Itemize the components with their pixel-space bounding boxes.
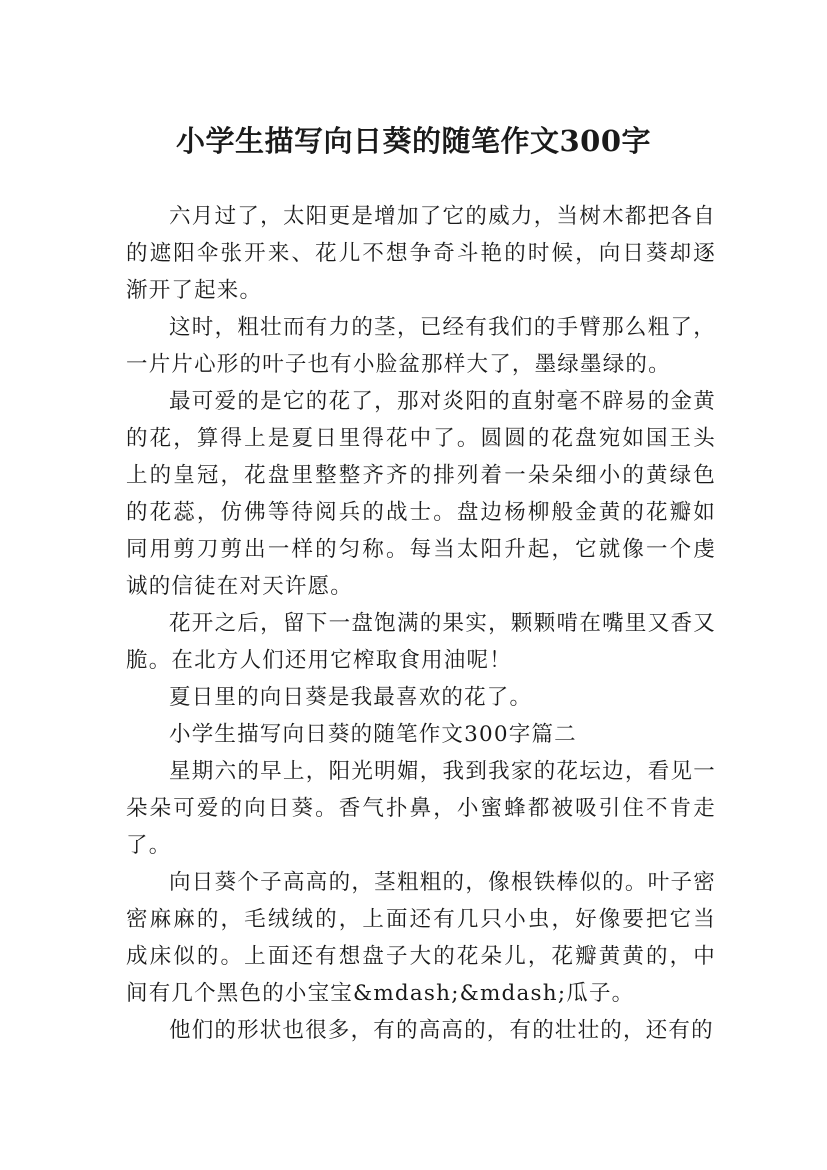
essay-body (126, 198, 716, 1049)
paragraph-1: 六月过了，太阳更是增加了它的威力，当树木都把各自的遮阳伞张开来、花儿不想争奇斗艳的时候，向日葵却逐渐开了起来。 (126, 204, 716, 303)
paragraph-8: 他们的形状也很多，有的高高的，有的壮壮的，还有的 (169, 1018, 714, 1043)
paragraph-6: 星期六的早上，阳光明媚，我到我家的花坛边，看见一朵朵可爱的向日葵。香气扑鼻，小蜜蜂都被吸引住不肯走了。 (126, 759, 716, 858)
paragraph-2: 这时，粗壮而有力的茎，已经有我们的手臂那么粗了，一片片心形的叶子也有小脸盆那样大了，墨绿墨绿的。 (126, 315, 716, 377)
paragraph-7: 向日葵个子高高的，茎粗粗的，像根铁棒似的。叶子密密麻麻的，毛绒绒的，上面还有几只小虫，好像要把它当成床似的。上面还有想盘子大的花朵儿，花瓣黄黄的，中间有几个黑色的小宝宝&mdash;&mdash;瓜子。 (126, 870, 716, 1006)
section-heading-part-two: 小学生描写向日葵的随笔作文300字篇二 (169, 722, 577, 747)
document-title: 小学生描写向日葵的随笔作文300字 (175, 124, 652, 159)
paragraph-5: 夏日里的向日葵是我最喜欢的花了。 (169, 685, 533, 710)
paragraph-4: 花开之后，留下一盘饱满的果实，颗颗啃在嘴里又香又脆。在北方人们还用它榨取食用油呢！ (126, 611, 716, 673)
paragraph-3: 最可爱的是它的花了，那对炎阳的直射毫不辟易的金黄的花，算得上是夏日里得花中了。圆圆的花盘宛如国王头上的皇冠，花盘里整整齐齐的排列着一朵朵细小的黄绿色的花蕊，仿佛等待阅兵的战士。盘边杨柳般金黄的花瓣如同用剪刀剪出一样的匀称。每当太阳升起，它就像一个虔诚的信徒在对天许愿。 (126, 389, 716, 599)
